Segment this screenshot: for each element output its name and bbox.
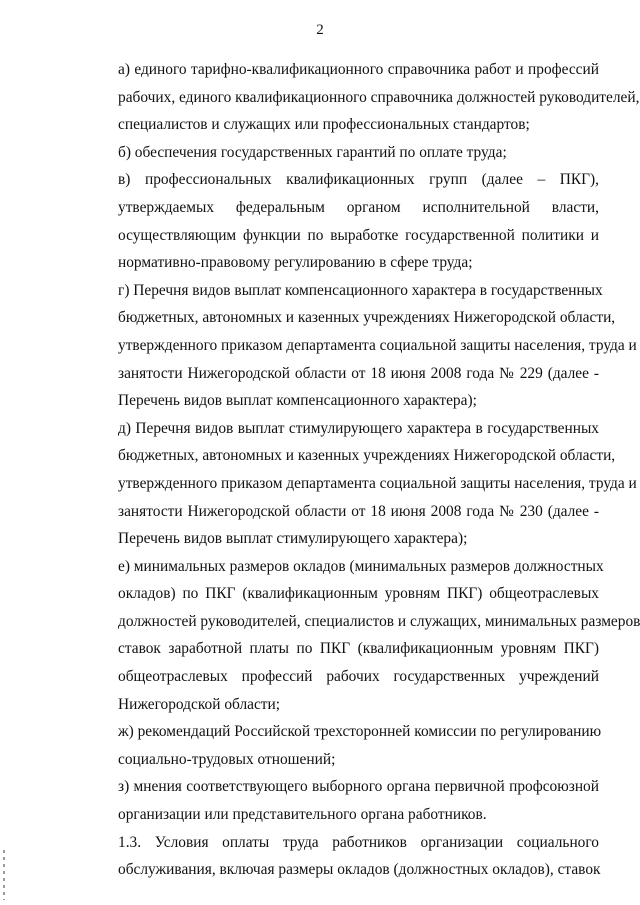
text-line: утвержденного приказом департамента социальной защиты населения, труда и bbox=[118, 474, 637, 492]
text-line: Нижегородской области; bbox=[118, 695, 281, 713]
paragraph-g bbox=[78, 277, 637, 415]
text-line: должностей руководителей, специалистов и служащих, минимальных размеров bbox=[118, 612, 640, 630]
text-line: организации или представительного органа работников. bbox=[118, 806, 487, 824]
text-line: в) профессиональных квалификационных групп (далее – ПКГ), bbox=[118, 171, 599, 189]
text-line: д) Перечня видов выплат стимулирующего характера в государственных bbox=[118, 419, 599, 437]
text-line: специалистов и служащих или профессиональных стандартов; bbox=[118, 116, 530, 134]
text-line: утвержденного приказом департамента социальной защиты населения, труда и bbox=[118, 336, 637, 354]
paragraph-zh bbox=[78, 718, 602, 773]
text-line: б) обеспечения государственных гарантий по оплате труда; bbox=[118, 143, 507, 161]
paragraph-a bbox=[78, 56, 640, 139]
text-line: г) Перечня видов выплат компенсационного характера в государственных bbox=[118, 281, 603, 299]
text-line: Перечень видов выплат стимулирующего характера); bbox=[118, 530, 468, 548]
paragraph-1-3 bbox=[78, 829, 599, 884]
text-line: з) мнения соответствующего выборного органа первичной профсоюзной bbox=[118, 778, 599, 796]
text-line: ставок заработной платы по ПКГ (квалификационным уровням ПКГ) bbox=[118, 640, 599, 658]
text-line: а) единого тарифно-квалификационного справочника работ и профессий bbox=[118, 61, 599, 78]
text-line: социально-трудовых отношений; bbox=[118, 750, 336, 768]
paragraph-e bbox=[78, 553, 640, 719]
paragraph-b bbox=[78, 139, 599, 167]
paragraph-v bbox=[78, 166, 599, 276]
text-line: бюджетных, автономных и казенных учреждениях Нижегородской области, bbox=[118, 447, 616, 465]
paragraph-d bbox=[78, 415, 637, 553]
text-line: окладов) по ПКГ (квалификационным уровням ПКГ) общеотраслевых bbox=[118, 585, 599, 603]
text-line: занятости Нижегородской области от 18 июня 2008 года № 230 (далее - bbox=[118, 502, 599, 520]
text-line: занятости Нижегородской области от 18 июня 2008 года № 229 (далее - bbox=[118, 364, 599, 382]
text-line: Перечень видов выплат компенсационного характера); bbox=[118, 392, 477, 410]
document-body bbox=[78, 56, 640, 884]
text-line: 1.3. Условия оплаты труда работников организации социального bbox=[118, 833, 599, 851]
text-line: утверждаемых федеральным органом исполнительной власти, bbox=[118, 198, 599, 216]
text-line: осуществляющим функции по выработке государственной политики и bbox=[118, 226, 599, 244]
page-number: 2 bbox=[316, 22, 324, 38]
text-line: нормативно-правовому регулированию в сфере труда; bbox=[118, 254, 473, 272]
text-line: е) минимальных размеров окладов (минимальных размеров должностных bbox=[118, 557, 604, 575]
text-line: рабочих, единого квалификационного справочника должностей руководителей, bbox=[118, 88, 640, 106]
scan-edge-mark bbox=[3, 850, 5, 900]
paragraph-z bbox=[78, 773, 599, 828]
text-line: общеотраслевых профессий рабочих государственных учреждений bbox=[118, 668, 599, 686]
text-line: ж) рекомендаций Российской трехсторонней комиссии по регулированию bbox=[118, 723, 602, 741]
text-line: бюджетных, автономных и казенных учреждениях Нижегородской области, bbox=[118, 309, 616, 327]
text-line: обслуживания, включая размеры окладов (должностных окладов), ставок bbox=[118, 861, 601, 879]
